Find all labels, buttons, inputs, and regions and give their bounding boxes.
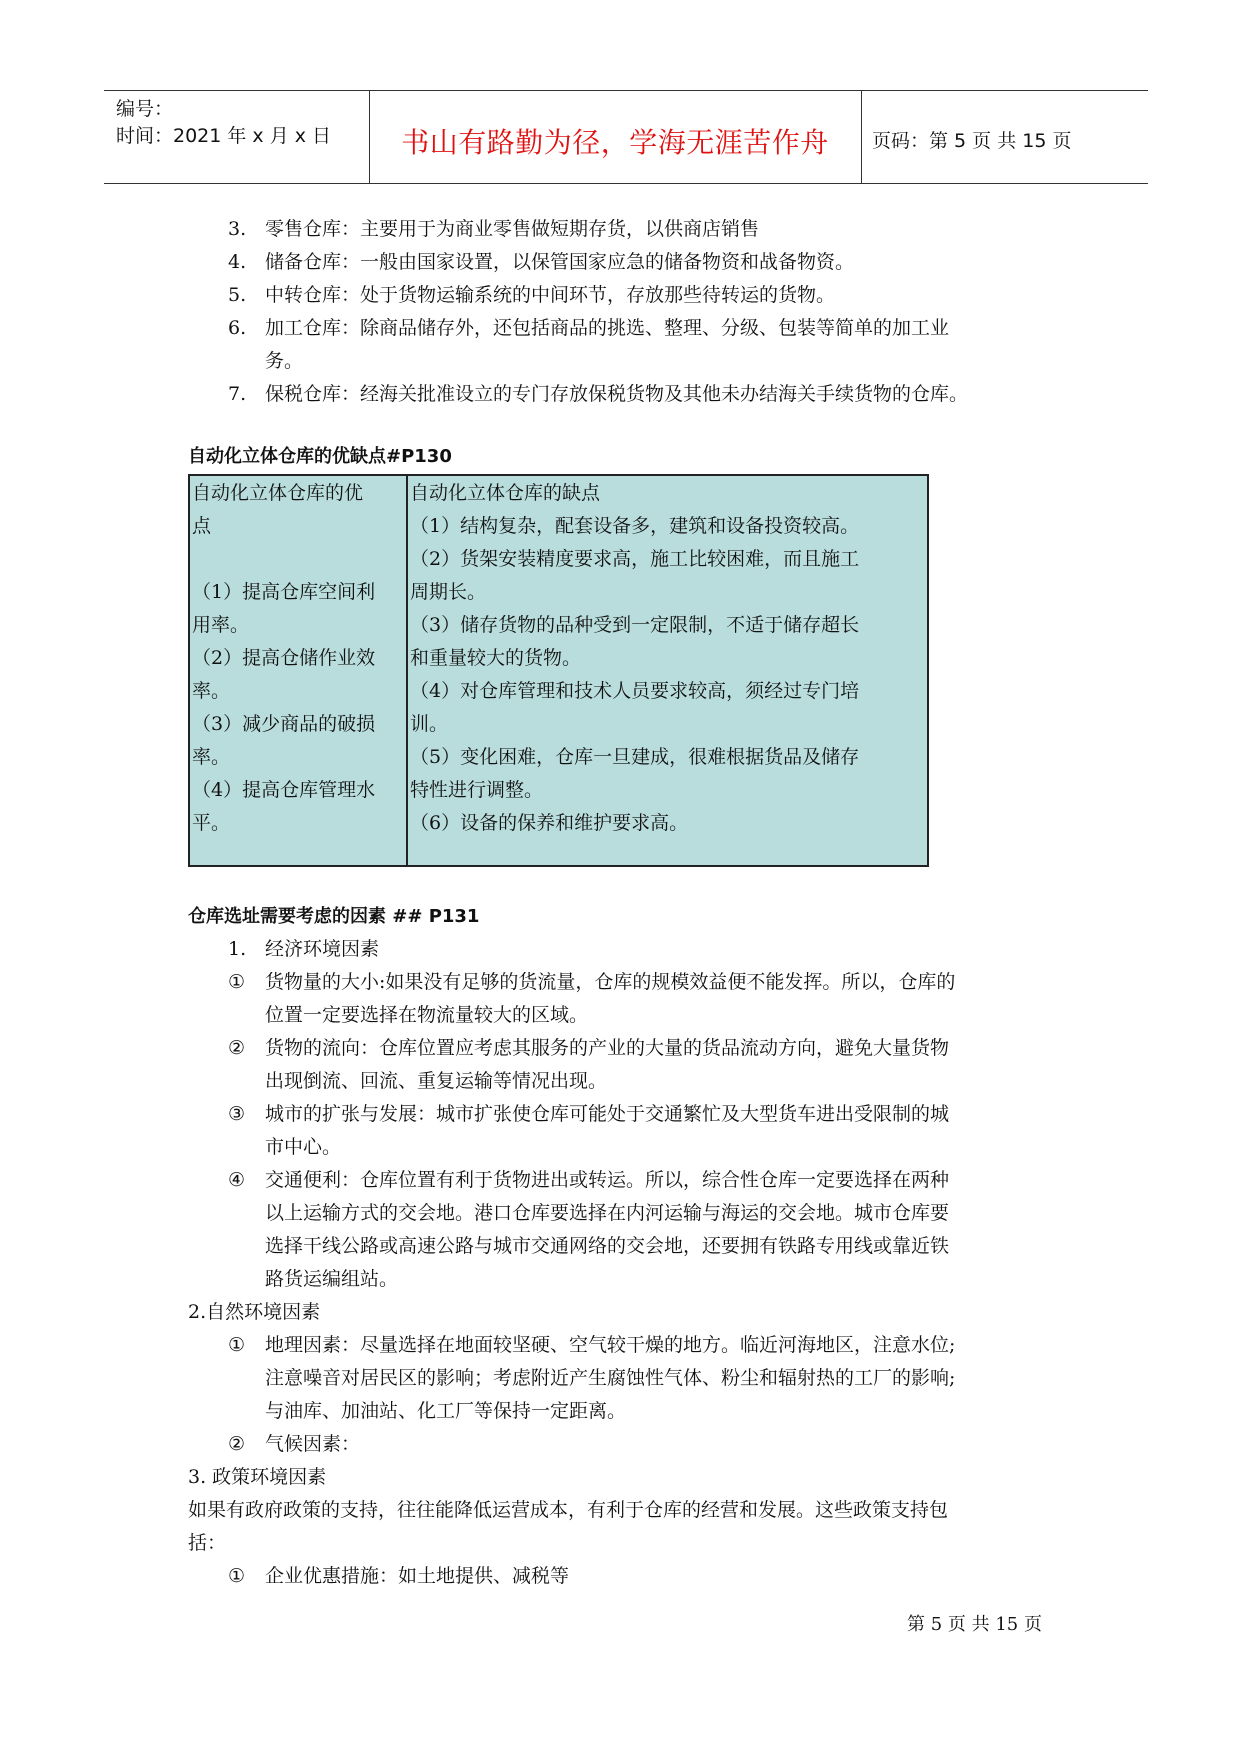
list-item-text: 以上运输方式的交会地。港口仓库要选择在内河运输与海运的交会地。城市仓库要 (265, 1202, 950, 1224)
table-cell-line: 训。 (410, 713, 449, 735)
table-cell-line: 自动化立体仓库的缺点 (410, 482, 601, 504)
subsection-title-policy: 3. 政策环境因素 (188, 1466, 327, 1488)
header-top-rule (104, 90, 1148, 91)
table-cell-line: 自动化立体仓库的优 (192, 482, 364, 504)
list-item-marker: ② (228, 1037, 246, 1059)
table-cell-line: 特性进行调整。 (410, 779, 544, 801)
table-cell-line: 点 (192, 515, 212, 537)
table-cell-line: （3）减少商品的破损 (192, 713, 376, 735)
header-motto: 书山有路勤为径，学海无涯苦作舟 (401, 126, 829, 159)
list-item-text: 交通便利：仓库位置有利于货物进出或转运。所以，综合性仓库一定要选择在两种 (265, 1169, 950, 1191)
table-cell-line: （4）提高仓库管理水 (192, 779, 376, 801)
subsection-title-natural: 2.自然环境因素 (188, 1301, 321, 1323)
list-item-text: 企业优惠措施：如土地提供、减税等 (265, 1565, 570, 1587)
list-item-number: 4. (228, 251, 247, 273)
list-item-text: 选择干线公路或高速公路与城市交通网络的交会地，还要拥有铁路专用线或靠近铁 (265, 1235, 950, 1257)
table-cell-line: （2）货架安装精度要求高，施工比较困难，而且施工 (410, 548, 860, 570)
table-cell-line: 和重量较大的货物。 (410, 647, 582, 669)
table-cell-line: （2）提高仓储作业效 (192, 647, 376, 669)
table-cell-line: 用率。 (192, 614, 250, 636)
list-item-text: 出现倒流、回流、重复运输等情况出现。 (265, 1070, 608, 1092)
header-bottom-rule (104, 183, 1148, 184)
policy-paragraph-line: 如果有政府政策的支持，往往能降低运营成本，有利于仓库的经营和发展。这些政策支持包 (188, 1499, 949, 1521)
table-cell-line: 率。 (192, 680, 231, 702)
policy-paragraph-line: 括： (188, 1532, 227, 1554)
list-item-text: 地理因素：尽量选择在地面较坚硬、空气较干燥的地方。临近河海地区，注意水位; (265, 1334, 956, 1356)
table-cell-line: 平。 (192, 812, 231, 834)
header-divider-right (861, 90, 862, 183)
table-cell-line: （5）变化困难，仓库一旦建成，很难根据货品及储存 (410, 746, 860, 768)
page-footer: 第 5 页 共 15 页 (907, 1614, 1042, 1635)
table-cell-line: （1）结构复杂，配套设备多，建筑和设备投资较高。 (410, 515, 860, 537)
list-item-text: 货物的流向：仓库位置应考虑其服务的产业的大量的货品流动方向，避免大量货物 (265, 1037, 950, 1059)
table-column-divider (406, 476, 408, 865)
list-item-marker: ① (228, 1334, 246, 1356)
pros-cons-table (188, 474, 929, 867)
list-item-marker: ③ (228, 1103, 246, 1125)
subsection-number: 1. (228, 938, 247, 960)
list-item-text: 与油库、加油站、化工厂等保持一定距离。 (265, 1400, 627, 1422)
list-item-marker: ④ (228, 1169, 246, 1191)
table-cell-line: （4）对仓库管理和技术人员要求较高，须经过专门培 (410, 680, 860, 702)
table-cell-line: （1）提高仓库空间利 (192, 581, 376, 603)
section-heading-auto-warehouse: 自动化立体仓库的优缺点#P130 (188, 446, 452, 467)
list-item-text: 中转仓库：处于货物运输系统的中间环节，存放那些待转运的货物。 (265, 284, 836, 306)
list-item-text: 市中心。 (265, 1136, 342, 1158)
list-item-text: 路货运编组站。 (265, 1268, 399, 1290)
list-item-text: 保税仓库：经海关批准设立的专门存放保税货物及其他未办结海关手续货物的仓库。 (265, 383, 969, 405)
list-item-text: 注意噪音对居民区的影响；考虑附近产生腐蚀性气体、粉尘和辐射热的工厂的影响; (265, 1367, 956, 1389)
list-item-marker: ② (228, 1433, 246, 1455)
list-item-number: 3. (228, 218, 247, 240)
list-item-text: 气候因素： (265, 1433, 361, 1455)
list-item-number: 5. (228, 284, 247, 306)
list-item-text: 零售仓库：主要用于为商业零售做短期存货，以供商店销售 (265, 218, 760, 240)
list-item-text: 加工仓库：除商品储存外，还包括商品的挑选、整理、分级、包装等简单的加工业 (265, 317, 950, 339)
table-cell-line: （3）储存货物的品种受到一定限制，不适于储存超长 (410, 614, 860, 636)
list-item-text: 货物量的大小:如果没有足够的货流量，仓库的规模效益便不能发挥。所以，仓库的 (265, 971, 956, 993)
list-item-marker: ① (228, 971, 246, 993)
list-item-marker: ① (228, 1565, 246, 1587)
table-cell-line: 周期长。 (410, 581, 487, 603)
list-item-number: 7. (228, 383, 247, 405)
table-cell-line: （6）设备的保养和维护要求高。 (410, 812, 689, 834)
document-date: 时间：2021 年 x 月 x 日 (116, 125, 332, 147)
document-code-label: 编号： (116, 98, 174, 120)
section-heading-site-selection: 仓库选址需要考虑的因素 ## P131 (188, 906, 480, 927)
header-page-info: 页码：第 5 页 共 15 页 (872, 130, 1072, 152)
list-item-text: 储备仓库：一般由国家设置，以保管国家应急的储备物资和战备物资。 (265, 251, 855, 273)
subsection-title-economic: 经济环境因素 (265, 938, 380, 960)
list-item-number: 6. (228, 317, 247, 339)
list-item-text: 位置一定要选择在物流量较大的区域。 (265, 1004, 589, 1026)
list-item-text-continued: 务。 (265, 350, 304, 372)
list-item-text: 城市的扩张与发展：城市扩张使仓库可能处于交通繁忙及大型货车进出受限制的城 (265, 1103, 950, 1125)
table-cell-line: 率。 (192, 746, 231, 768)
